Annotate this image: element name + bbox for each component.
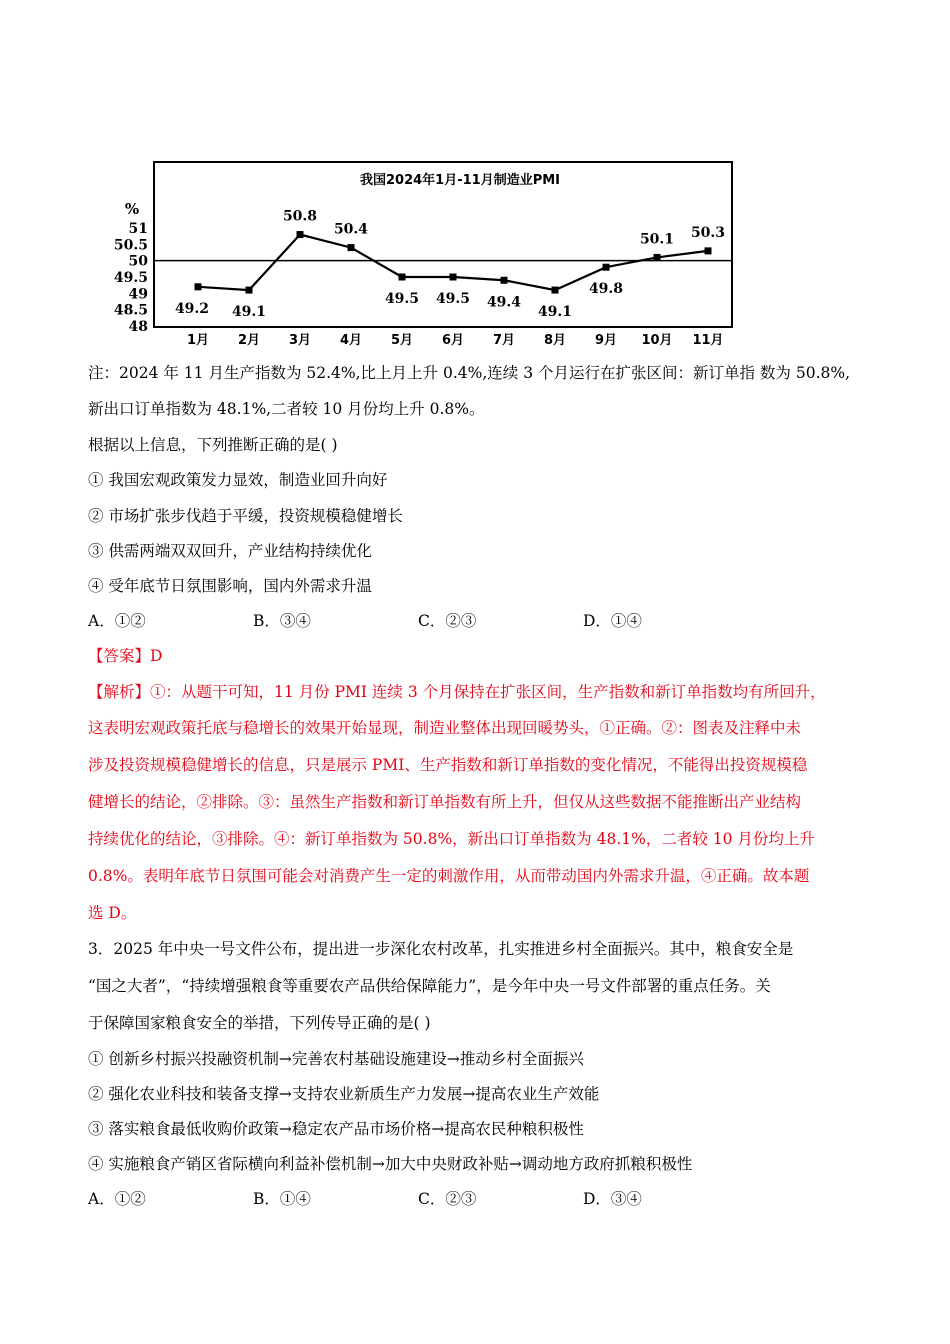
chart-title: 我国2024年1月-11月制造业PMI — [359, 173, 561, 188]
x-tick-label: 5月 — [390, 333, 414, 348]
x-tick-label: 6月 — [441, 333, 465, 348]
data-label: 49.5 — [384, 291, 420, 307]
data-label: 50.1 — [639, 231, 675, 248]
pmi-series-line — [198, 235, 708, 291]
data-point-marker — [297, 231, 304, 238]
x-tick-label: 8月 — [543, 333, 567, 348]
question-3-stem-line-1: 3．2025 年中央一号文件公布，提出进一步深化农村改革，扎实推进乡村全面振兴。其中，粮食安全是 — [88, 940, 794, 958]
q3-item-4: ④ 实施粮食产销区省际横向利益补偿机制→加大中央财政补贴→调动地方政府抓粮积极性 — [88, 1155, 693, 1173]
x-tick-label: 3月 — [288, 333, 312, 348]
pmi-line-chart — [110, 158, 740, 348]
data-point-marker — [603, 264, 610, 271]
q2-item-3: ③ 供需两端双双回升，产业结构持续优化 — [88, 542, 372, 560]
y-tick-label: 51 — [128, 221, 148, 237]
question-3-stem-line-3: 于保障国家粮食安全的举措，下列传导正确的是( ) — [88, 1014, 431, 1032]
data-label: 49.2 — [174, 300, 210, 317]
x-tick-label: 10月 — [641, 333, 673, 348]
data-label: 50.8 — [282, 208, 318, 225]
data-point-marker — [348, 244, 355, 251]
data-label: 49.8 — [588, 281, 624, 298]
q2-analysis-line-6: 0.8%。表明年底节日氛围可能会对消费产生一定的刺激作用，从而带动国内外需求升温，④正确。故本题 — [88, 867, 810, 885]
x-tick-labels — [187, 333, 724, 348]
q2-item-2: ② 市场扩张步伐趋于平缓，投资规模稳健增长 — [88, 507, 403, 525]
data-label: 49.5 — [435, 291, 471, 307]
q3-item-1: ① 创新乡村振兴投融资机制→完善农村基础设施建设→推动乡村全面振兴 — [88, 1050, 584, 1068]
q2-item-1: ① 我国宏观政策发力显效，制造业回升向好 — [88, 471, 388, 489]
data-label: 49.4 — [486, 294, 522, 311]
data-point-marker — [450, 274, 457, 281]
data-label: 50.4 — [333, 221, 369, 238]
y-tick-label: 50.5 — [113, 237, 148, 254]
y-tick-label: 48.5 — [113, 302, 148, 319]
x-tick-label: 7月 — [492, 333, 516, 348]
y-tick-label: 50 — [128, 253, 148, 270]
data-point-marker — [399, 274, 406, 281]
question-3-stem-line-2: “国之大者”，“持续增强粮食等重要农产品供给保障能力”，是今年中央一号文件部署的重点任务。关 — [88, 977, 771, 995]
y-tick-label: 49.5 — [113, 270, 148, 286]
data-point-marker — [552, 287, 559, 294]
data-label: 49.1 — [231, 304, 267, 321]
q2-analysis-line-2: 这表明宏观政策托底与稳增长的效果开始显现，制造业整体出现回暖势头，①正确。②：图表及注释中未 — [88, 719, 802, 737]
x-tick-label: 11月 — [692, 333, 724, 348]
q2-option-c: C．②③ — [418, 612, 477, 630]
data-point-marker — [195, 283, 202, 290]
question-2-stem: 根据以上信息，下列推断正确的是( ) — [88, 436, 338, 454]
q2-analysis-line-3: 涉及投资规模稳健增长的信息，只是展示 PMI、生产指数和新订单指数的变化情况，不能得出投资规模稳 — [88, 756, 808, 774]
q3-option-a: A．①② — [88, 1190, 146, 1208]
data-label: 50.3 — [690, 224, 726, 241]
chart-note-line-2: 新出口订单指数为 48.1%,二者较 10 月份均上升 0.8%。 — [88, 400, 485, 418]
q2-analysis-line-7: 选 D。 — [88, 904, 137, 922]
q2-option-a: A．①② — [88, 612, 146, 630]
q3-option-d: D．③④ — [583, 1190, 642, 1208]
pmi-data-labels — [175, 209, 725, 321]
x-tick-label: 1月 — [186, 333, 210, 348]
y-tick-label: 48 — [128, 319, 148, 335]
data-point-marker — [501, 277, 508, 284]
y-tick-label: 49 — [128, 286, 148, 303]
q3-item-2: ② 强化农业科技和装备支撑→支持农业新质生产力发展→提高农业生产效能 — [88, 1085, 600, 1103]
q3-item-3: ③ 落实粮食最低收购价政策→稳定农产品市场价格→提高农民种粮积极性 — [88, 1120, 584, 1138]
q2-analysis-line-5: 持续优化的结论，③排除。④：新订单指数为 50.8%，新出口订单指数为 48.1%，二者较 10 月份均上升 — [88, 830, 815, 848]
data-point-marker — [246, 287, 253, 294]
q2-option-d: D．①④ — [583, 612, 642, 630]
q2-analysis-line-1: 【解析】①：从题干可知，11 月份 PMI 连续 3 个月保持在扩张区间，生产指数和新订单指数均有所回升， — [88, 683, 826, 701]
q2-analysis-line-4: 健增长的结论，②排除。③：虽然生产指数和新订单指数有所上升，但仅从这些数据不能推断出产业结构 — [88, 793, 802, 811]
pmi-chart-svg — [110, 158, 740, 348]
q2-option-b: B．③④ — [253, 612, 311, 630]
data-label: 49.1 — [537, 304, 573, 321]
data-point-marker — [654, 254, 661, 261]
y-tick-labels — [114, 221, 148, 335]
q3-option-c: C．②③ — [418, 1190, 477, 1208]
chart-note-line-1: 注：2024 年 11 月生产指数为 52.4%,比上月上升 0.4%,连续 3 个月运行在扩张区间：新订单指 数为 50.8%, — [88, 364, 851, 382]
y-axis-unit: % — [124, 200, 140, 218]
x-tick-label: 9月 — [594, 333, 618, 348]
data-point-marker — [705, 247, 712, 254]
x-tick-label: 4月 — [339, 333, 363, 348]
q2-item-4: ④ 受年底节日氛围影响，国内外需求升温 — [88, 577, 372, 595]
q2-answer: 【答案】D — [88, 647, 163, 665]
x-tick-label: 2月 — [237, 333, 261, 348]
q3-option-b: B．①④ — [253, 1190, 311, 1208]
